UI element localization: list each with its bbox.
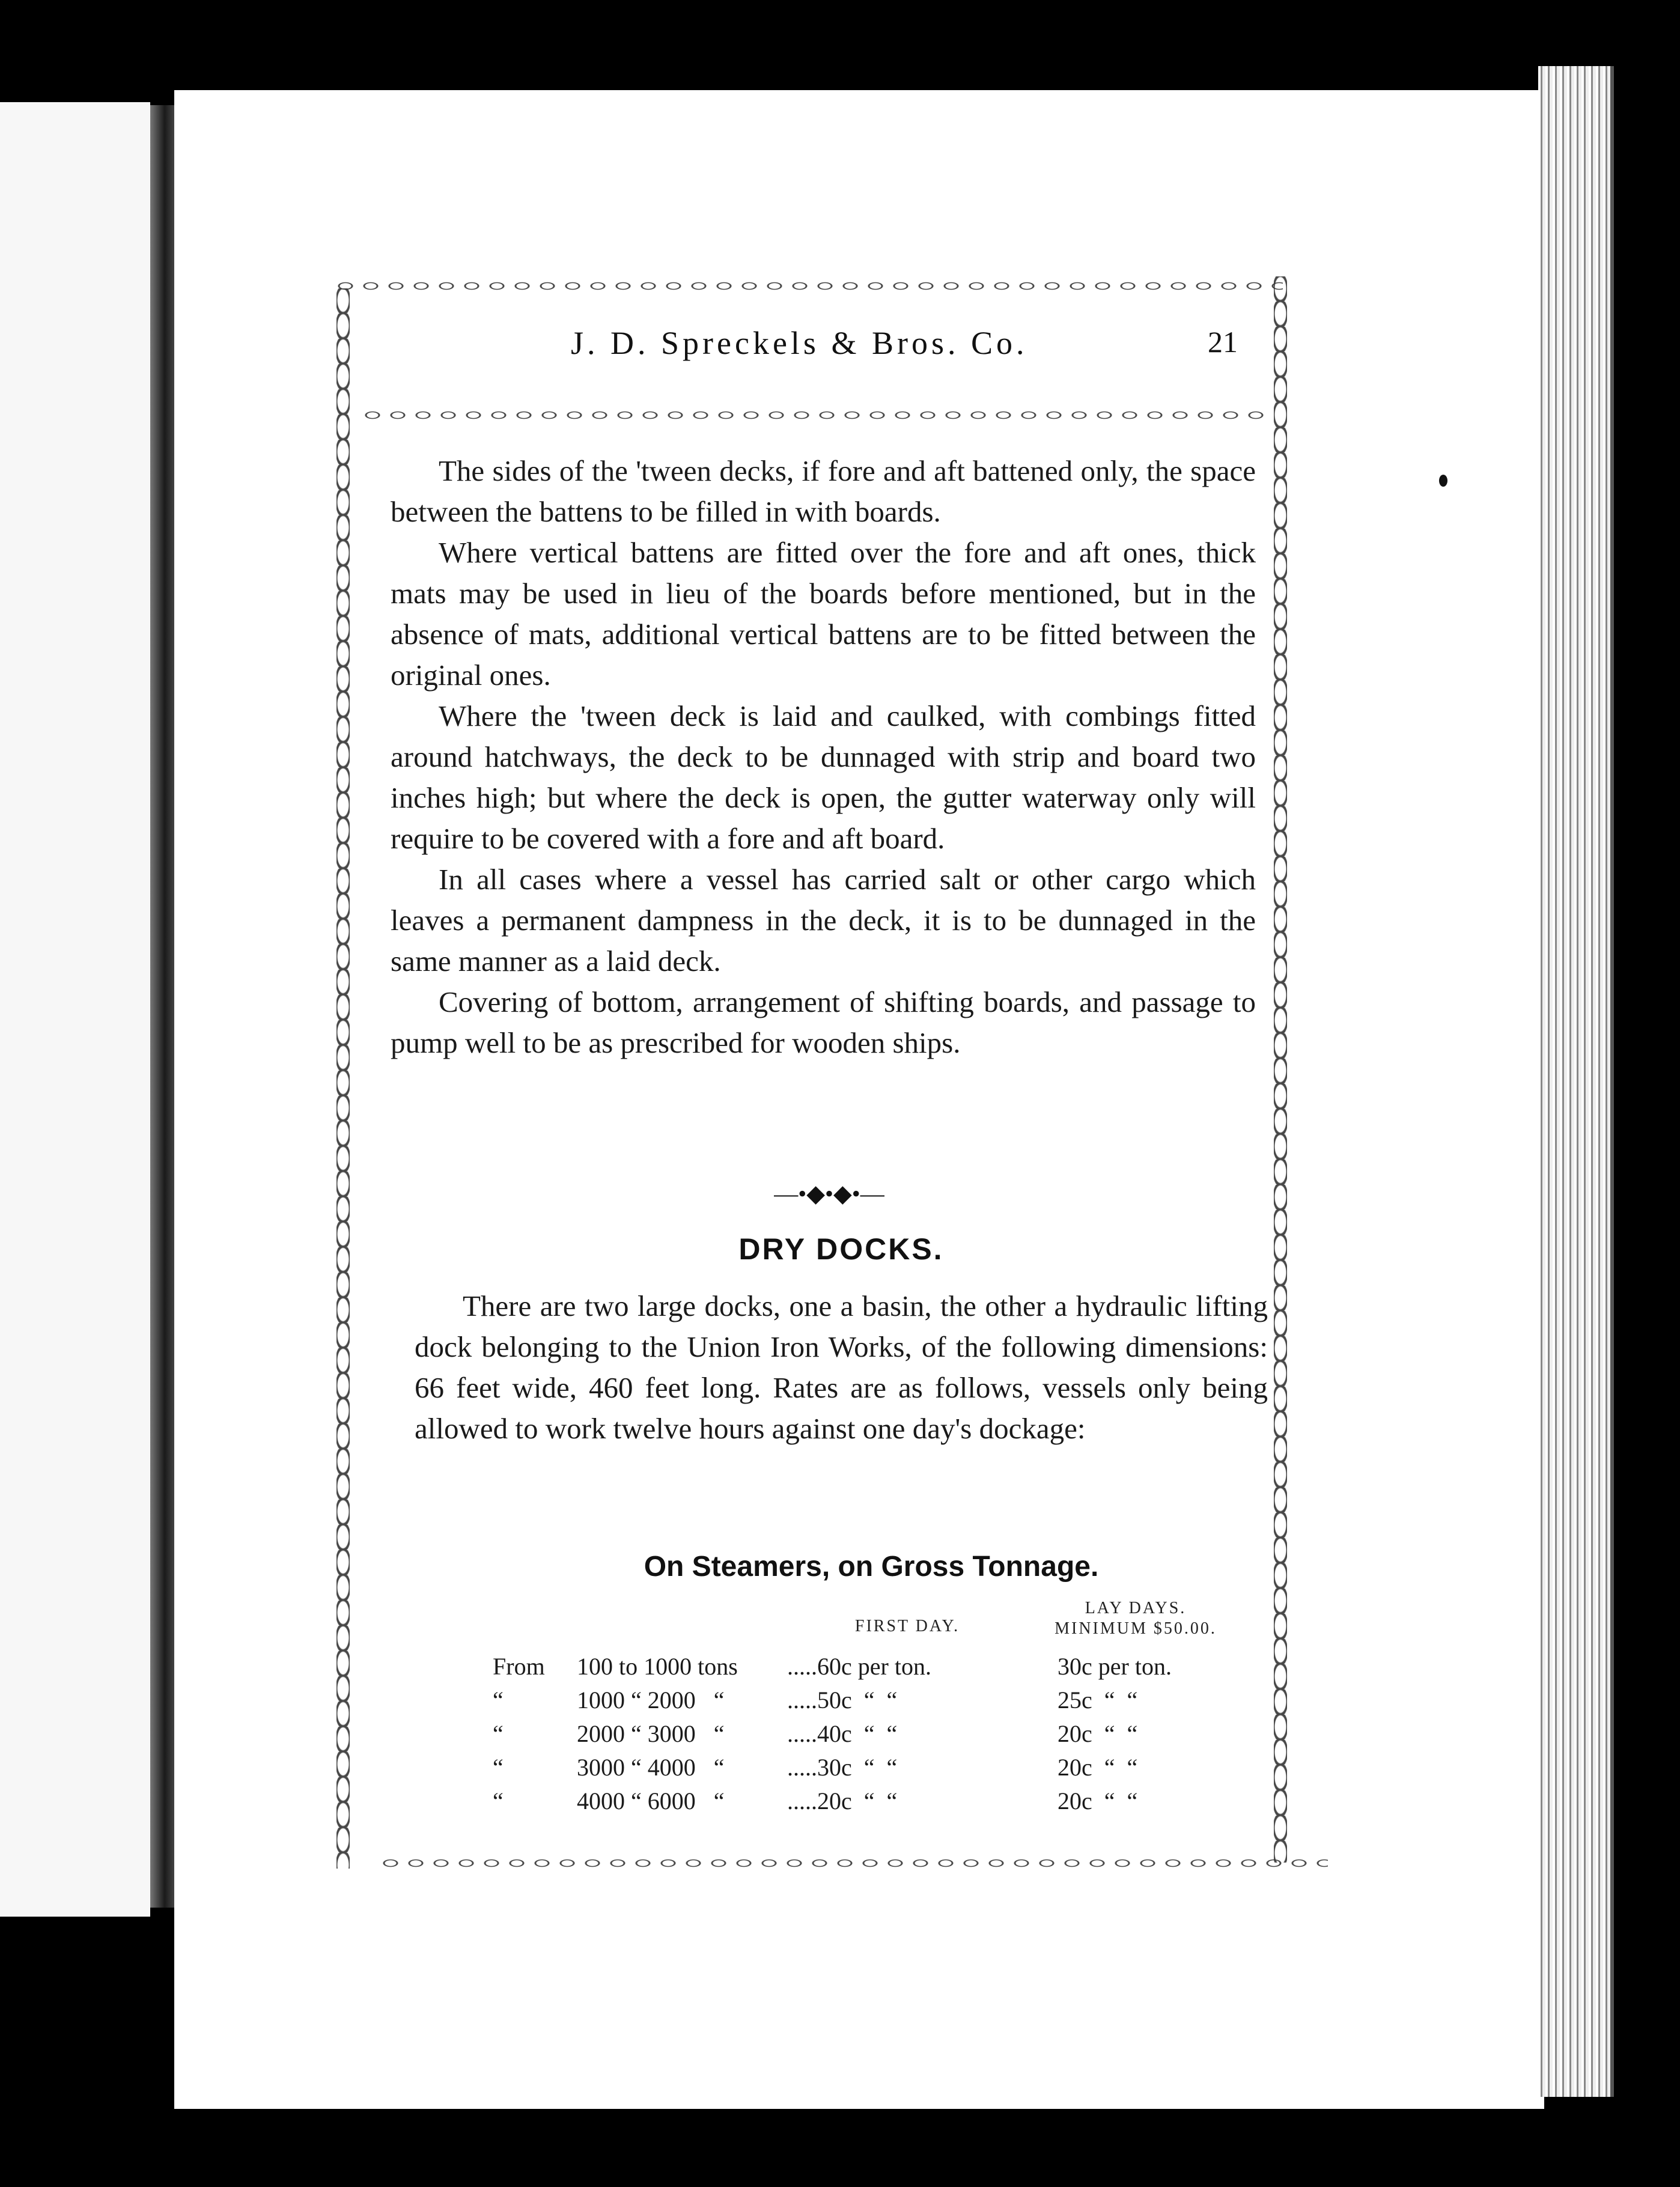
first-day-label: FIRST DAY. xyxy=(854,1617,960,1635)
row-range: 1000 “ 2000 “ xyxy=(577,1687,725,1714)
first-day-header xyxy=(817,1616,997,1637)
row-lay-days: 20c “ “ xyxy=(1058,1787,1138,1814)
rates-table-title: On Steamers, on Gross Tonnage. xyxy=(644,1551,1099,1583)
paragraph: There are two large docks, one a basin, the other a hydraulic lifting dock belonging to the Union Iron Works, of the following dimensions: 66 feet wide, 460 feet long. Rates are as follows, vessels only being allowed to work twelve hours against one day's dockage: xyxy=(415,1289,1268,1445)
row-first-day: .....20c “ “ xyxy=(787,1787,898,1814)
page-number: 21 xyxy=(1208,325,1238,359)
chain-border-left xyxy=(336,288,350,1869)
chain-border-bottom xyxy=(379,1857,1328,1870)
table-row xyxy=(493,1787,1238,1820)
row-range: 100 to 1000 tons xyxy=(577,1653,738,1680)
dry-docks-text xyxy=(415,1286,1268,1449)
book-gutter xyxy=(150,105,174,1908)
row-first-day: .....50c “ “ xyxy=(787,1687,898,1714)
row-from: From xyxy=(493,1653,545,1680)
paragraph: Covering of bottom, arrangement of shifting boards, and passage to pump well to be as prescribed for wooden ships. xyxy=(391,985,1256,1059)
row-first-day: .....30c “ “ xyxy=(787,1754,898,1781)
lay-days-label: LAY DAYS. xyxy=(1085,1599,1187,1617)
row-lay-days: 25c “ “ xyxy=(1058,1687,1138,1714)
row-range: 3000 “ 4000 “ xyxy=(577,1754,725,1781)
paragraph: In all cases where a vessel has carried salt or other cargo which leaves a permanent dampness in the deck, it is to be dunnaged in the same manner as a laid deck. xyxy=(391,863,1256,978)
table-row xyxy=(493,1753,1238,1787)
row-from: “ xyxy=(493,1687,504,1714)
row-first-day: .....40c “ “ xyxy=(787,1720,898,1747)
lay-days-header xyxy=(1021,1598,1250,1639)
row-from: “ xyxy=(493,1720,504,1747)
page-edges xyxy=(1538,66,1614,2097)
row-range: 2000 “ 3000 “ xyxy=(577,1720,725,1747)
running-header xyxy=(385,312,1274,367)
facing-page xyxy=(0,102,150,1917)
paragraph: Where vertical battens are fitted over the fore and aft ones, thick mats may be used in lieu of the boards before mentioned, but in the absence of mats, additional vertical battens are to be fitted between the original ones. xyxy=(391,536,1256,692)
row-lay-days: 20c “ “ xyxy=(1058,1720,1138,1747)
table-row xyxy=(493,1720,1238,1753)
rates-table xyxy=(493,1652,1238,1820)
ornament-divider: —•◆•◆•— xyxy=(774,1180,884,1207)
section-heading: DRY DOCKS. xyxy=(738,1232,944,1266)
chain-border-right xyxy=(1274,276,1287,1863)
row-range: 4000 “ 6000 “ xyxy=(577,1787,725,1814)
running-head-title: J. D. Spreckels & Bros. Co. xyxy=(571,325,1028,361)
row-lay-days: 30c per ton. xyxy=(1058,1653,1172,1680)
chain-border-top xyxy=(333,279,1283,293)
chain-border-header-rule xyxy=(361,409,1268,422)
body-text xyxy=(391,451,1256,1063)
table-row xyxy=(493,1652,1238,1686)
lay-days-minimum: MINIMUM $50.00. xyxy=(1055,1619,1217,1638)
row-from: “ xyxy=(493,1754,504,1781)
row-first-day: .....60c per ton. xyxy=(787,1653,931,1680)
ink-speck xyxy=(1439,475,1447,487)
row-from: “ xyxy=(493,1787,504,1814)
table-row xyxy=(493,1686,1238,1720)
paragraph: Where the 'tween deck is laid and caulked, with combings fitted around hatchways, the deck to be dunnaged with strip and board two inches high; but where the deck is open, the gutter waterway only will require to be covered with a fore and aft board. xyxy=(391,699,1256,855)
row-lay-days: 20c “ “ xyxy=(1058,1754,1138,1781)
paragraph: The sides of the 'tween decks, if fore and aft battened only, the space between the battens to be filled in with boards. xyxy=(391,454,1256,528)
